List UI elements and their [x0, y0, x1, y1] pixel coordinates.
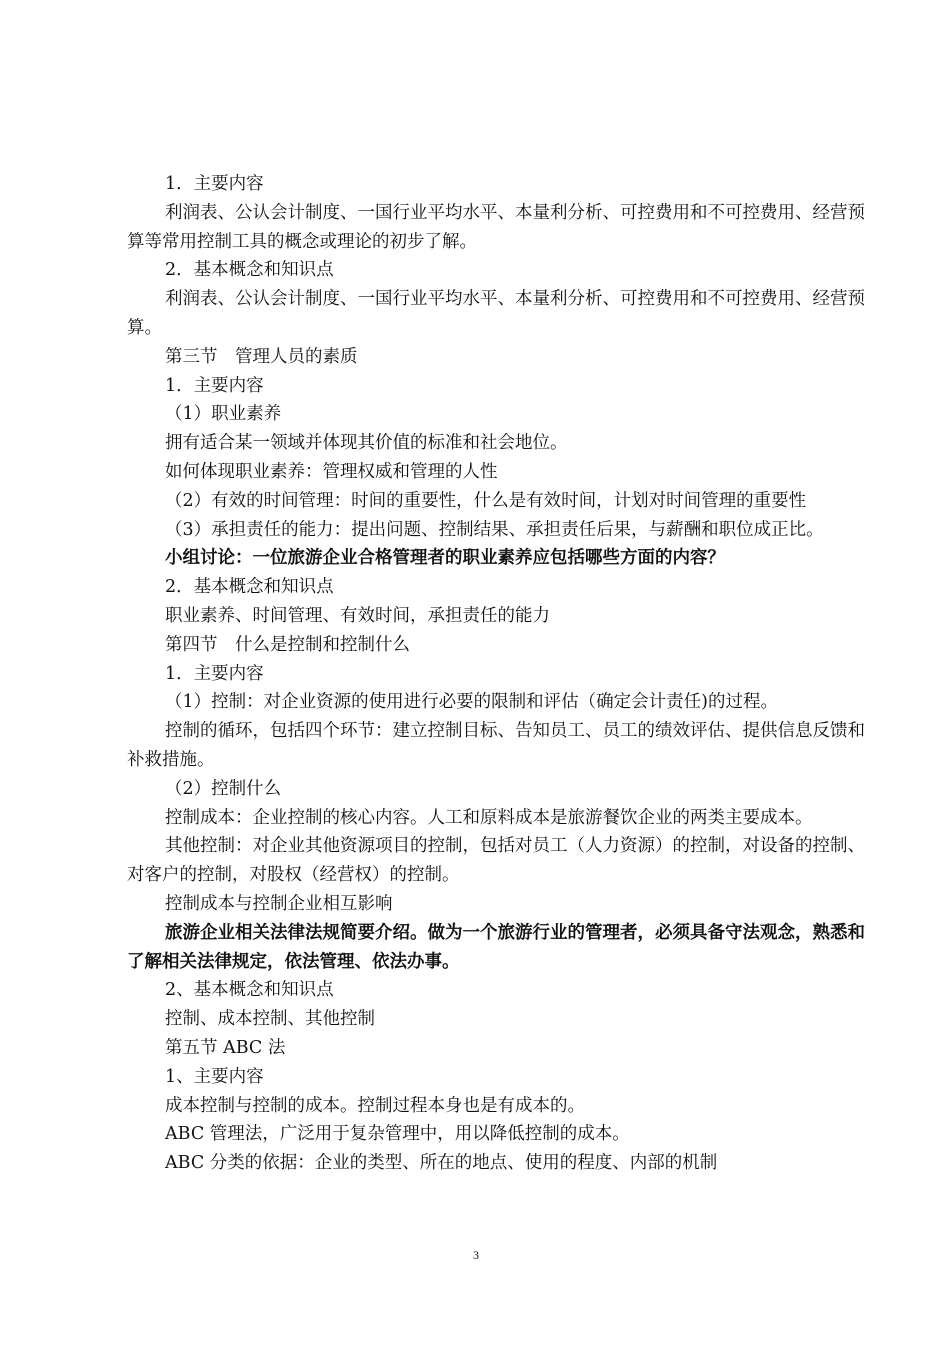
section-heading: 第五节 ABC 法	[165, 1037, 286, 1058]
paragraph: 2．基本概念和知识点	[165, 260, 334, 281]
legal-note: 旅游企业相关法律法规简要介绍。做为一个旅游行业的管理者，必须具备守法观念，熟悉和了解相关法律规定，依法管理、依法办事。	[127, 922, 865, 972]
paragraph: 2．基本概念和知识点	[165, 577, 334, 598]
paragraph: （2）有效的时间管理：时间的重要性，什么是有效时间，计划对时间管理的重要性	[165, 490, 807, 511]
paragraph: 控制的循环，包括四个环节：建立控制目标、告知员工、员工的绩效评估、提供信息反馈和补救措施。	[127, 721, 865, 770]
paragraph: （1）职业素养	[165, 404, 282, 425]
discussion-prompt: 小组讨论：一位旅游企业合格管理者的职业素养应包括哪些方面的内容？	[165, 548, 725, 569]
paragraph: ABC 管理法，广泛用于复杂管理中，用以降低控制的成本。	[165, 1124, 630, 1145]
section-heading: 第四节 什么是控制和控制什么	[165, 634, 410, 655]
page-number: 3	[473, 1248, 479, 1262]
paragraph: 成本控制与控制的成本。控制过程本身也是有成本的。	[165, 1095, 585, 1116]
paragraph: 1．主要内容	[165, 663, 264, 684]
paragraph: （2）控制什么	[165, 778, 282, 799]
paragraph: 1．主要内容	[165, 174, 264, 194]
paragraph: 1．主要内容	[165, 375, 264, 396]
body-text	[127, 170, 879, 1178]
paragraph: 1、主要内容	[165, 1066, 264, 1087]
section-heading: 第三节 管理人员的素质	[165, 346, 358, 367]
paragraph: 2、基本概念和知识点	[165, 980, 334, 1001]
paragraph: 职业素养、时间管理、有效时间，承担责任的能力	[165, 605, 550, 626]
paragraph: 控制、成本控制、其他控制	[165, 1009, 375, 1030]
paragraph: （1）控制：对企业资源的使用进行必要的限制和评估（确定会计责任)的过程。	[165, 692, 778, 713]
paragraph: 拥有适合某一领域并体现其价值的标准和社会地位。	[165, 433, 568, 454]
paragraph: 其他控制：对企业其他资源项目的控制，包括对员工（人力资源）的控制，对设备的控制、对客户的控制，对股权（经营权）的控制。	[127, 836, 865, 886]
paragraph: 利润表、公认会计制度、一国行业平均水平、本量利分析、可控费用和不可控费用、经营预算。	[127, 289, 865, 338]
paragraph: 如何体现职业素养：管理权威和管理的人性	[165, 461, 498, 482]
paragraph: 控制成本与控制企业相互影响	[165, 893, 393, 914]
paragraph: （3）承担责任的能力：提出问题、控制结果、承担责任后果，与薪酬和职位成正比。	[165, 519, 824, 540]
paragraph: ABC 分类的依据：企业的类型、所在的地点、使用的程度、内部的机制	[165, 1153, 718, 1174]
paragraph: 利润表、公认会计制度、一国行业平均水平、本量利分析、可控费用和不可控费用、经营预算等常用控制工具的概念或理论的初步了解。	[127, 202, 865, 252]
paragraph: 控制成本：企业控制的核心内容。人工和原料成本是旅游餐饮企业的两类主要成本。	[165, 807, 813, 828]
